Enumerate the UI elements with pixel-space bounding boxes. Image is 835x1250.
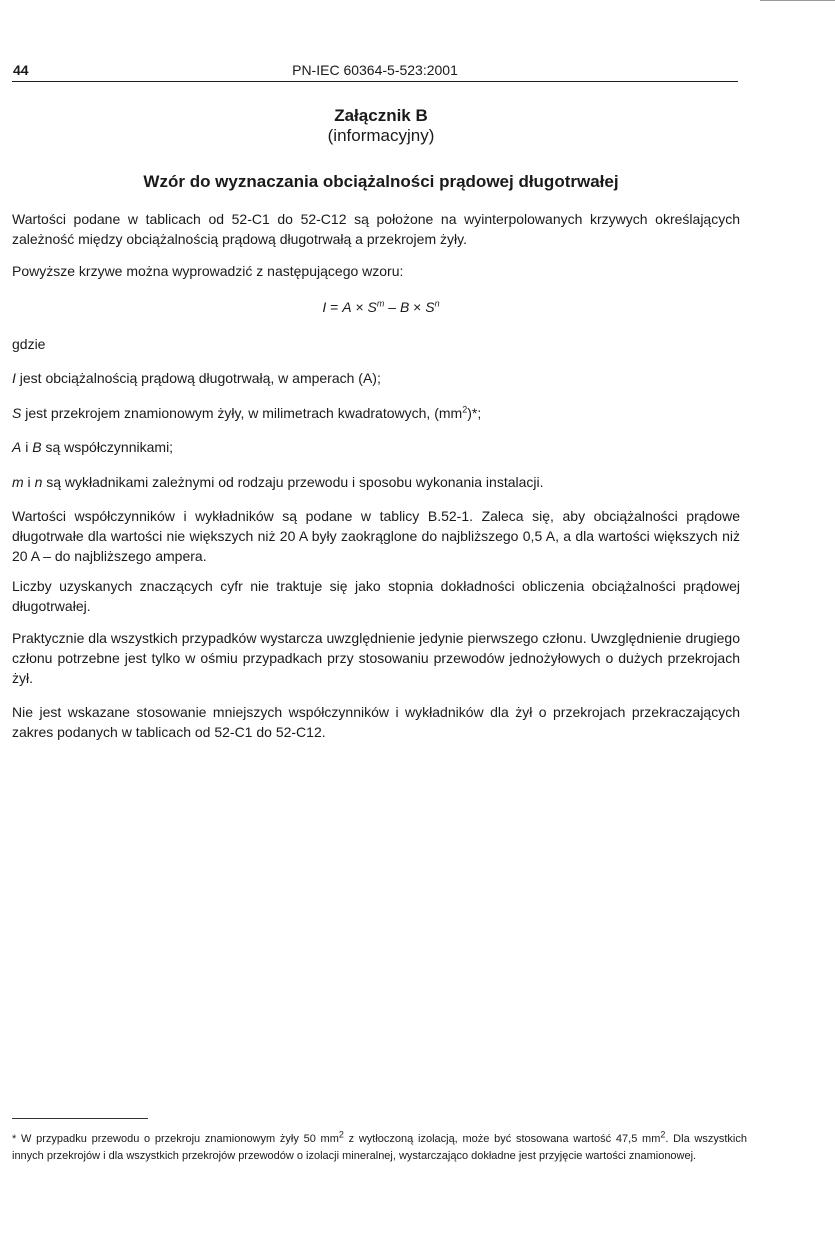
def-symbol: m — [12, 474, 24, 490]
formula-S-2: S — [425, 299, 435, 315]
paragraph-first-term: Praktycznie dla wszystkich przypadków wystarcza uwzględnienie jedynie pierwszego członu. Uwzględnienie drugiego członu potrzebne jest tylko w ośmiu przypadkach przy stosowaniu przewodów jednożyłowych o dużych przekrojach żył. — [12, 630, 740, 686]
document-title: Wzór do wyznaczania obciążalności prądowej długotrwałej — [143, 172, 619, 191]
formula-eq: = — [326, 299, 343, 315]
definition-S — [12, 403, 740, 423]
annex-title: Załącznik B — [334, 106, 428, 125]
def-symbol-2: n — [34, 474, 43, 490]
page-header — [12, 61, 738, 82]
footnote-sup-2: 2 — [660, 1129, 666, 1140]
formula-A: A — [342, 299, 352, 315]
formula-intro: Powyższe krzywe można wyprowadzić z następującego wzoru: — [12, 263, 404, 279]
annex-subtitle: (informacyjny) — [327, 126, 435, 145]
def-symbol: A — [12, 439, 22, 455]
formula-S-1: S — [367, 299, 377, 315]
footnote-marker: * — [12, 1133, 17, 1145]
where-label: gdzie — [12, 336, 46, 352]
def-symbol-2: B — [32, 439, 42, 455]
standard-designation: PN-IEC 60364-5-523:2001 — [292, 62, 458, 78]
footnote-text-3: . Dla wszystkich innych przekrojów i dla wszystkich przekrojów przewodów o izolacji mineralnej, wystarczająco dokładne jest przyjęcie wartości znamionowej. — [12, 1133, 747, 1162]
page-number: 44 — [13, 62, 29, 78]
formula-times-1: × — [351, 299, 368, 315]
formula-times-2: × — [409, 299, 426, 315]
formula-exp-n: n — [434, 298, 440, 309]
top-edge-line — [760, 0, 835, 1]
formula-B: B — [399, 299, 410, 315]
paragraph-not-recommended: Nie jest wskazane stosowanie mniejszych współczynników i wykładników dla żył o przekrojach przekraczających zakres podanych w tablicach od 52-C1 do 52-C12. — [12, 704, 740, 740]
footnote — [12, 1131, 747, 1165]
def-text: są współczynnikami; — [41, 439, 174, 455]
def-text-after: )*; — [467, 405, 482, 421]
paragraph-significant-digits: Liczby uzyskanych znaczących cyfr nie traktuje się jako stopnia dokładności obliczenia obciążalności prądowej długotrwałej. — [12, 578, 740, 614]
def-mid: i — [23, 474, 35, 490]
footnote-sup-1: 2 — [338, 1129, 344, 1140]
def-text: są wykładnikami zależnymi od rodzaju przewodu i sposobu wykonania instalacji. — [42, 474, 544, 490]
def-text: jest przekrojem znamionowym żyły, w milimetrach kwadratowych, (mm — [21, 405, 463, 421]
def-sup: 2 — [462, 404, 468, 415]
def-mid: i — [21, 439, 33, 455]
definition-I — [12, 368, 740, 388]
formula-minus: – — [384, 299, 400, 315]
formula — [0, 299, 762, 315]
def-symbol: I — [12, 370, 16, 386]
paragraph-rounding: Wartości współczynników i wykładników są podane w tablicy B.52-1. Zaleca się, aby obciążalności prądowe długotrwałe dla wartości nie większych niż 20 A były zaokrąglone do najbliższego 0,5 A, a dla wartości większych niż 20 A – do najbliższego ampera. — [12, 508, 740, 564]
intro-paragraph: Wartości podane w tablicach od 52-C1 do 52-C12 są położone na wyinterpolowanych krzywych określających zależność między obciążalnością prądową długotrwałą a przekrojem żyły. — [12, 211, 740, 247]
definition-m-n — [12, 472, 740, 492]
footnote-divider — [12, 1118, 148, 1119]
formula-exp-m: m — [376, 298, 385, 309]
def-text: jest obciążalnością prądową długotrwałą, w amperach (A); — [15, 370, 381, 386]
formula-I: I — [322, 299, 327, 315]
definition-A-B — [12, 437, 740, 457]
def-symbol: S — [12, 405, 22, 421]
footnote-text-1: W przypadku przewodu o przekroju znamionowym żyły 50 mm — [16, 1133, 339, 1145]
footnote-text-2: z wytłoczoną izolacją, może być stosowana wartość 47,5 mm — [343, 1133, 661, 1145]
